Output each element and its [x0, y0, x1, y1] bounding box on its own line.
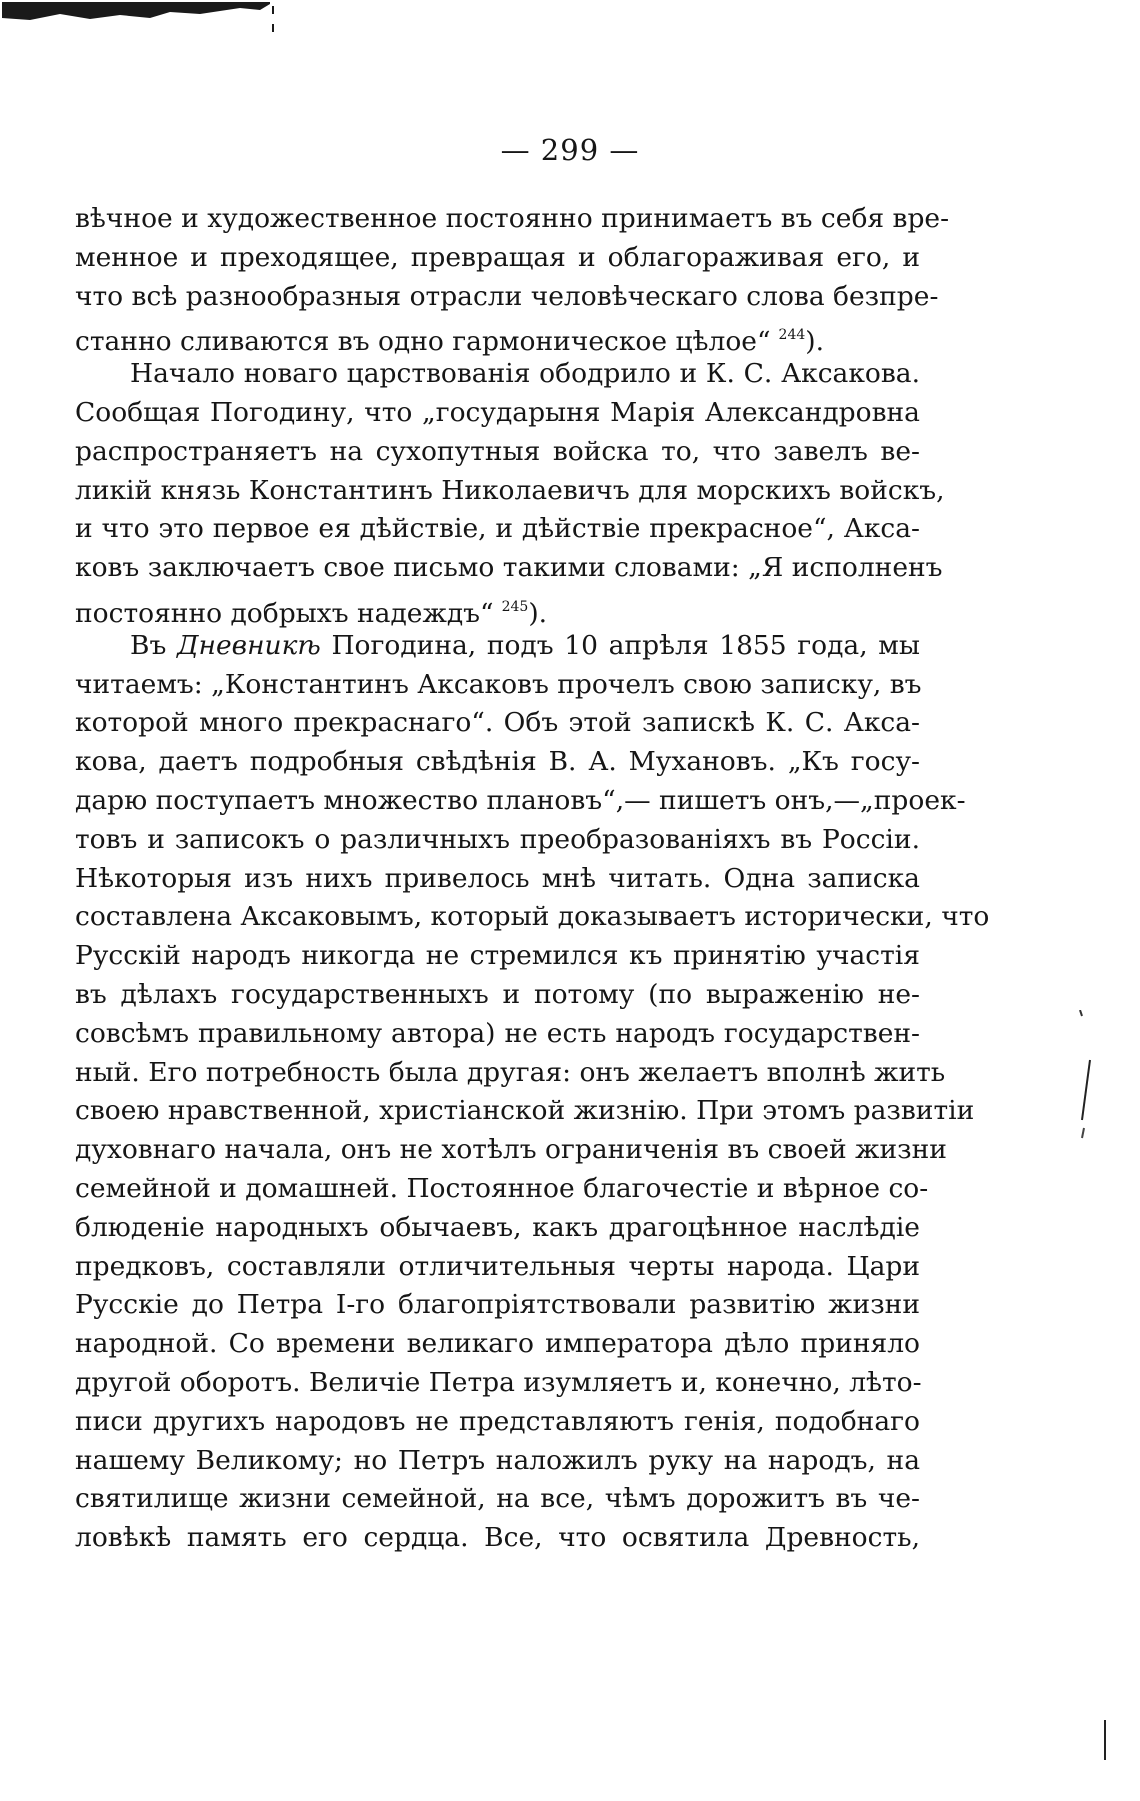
text-line: товъ и записокъ о различныхъ преобразованіяхъ въ Россіи.	[75, 823, 920, 855]
text-line: что всѣ разнообразныя отрасли человѣческаго слова безпре-	[75, 280, 939, 312]
paragraph-3	[75, 627, 990, 1558]
text-line-end: ).	[805, 326, 825, 358]
text-line: менное и преходящее, превращая и облагораживая его, и	[75, 241, 920, 273]
footnote-ref: 244	[778, 327, 806, 344]
text-line: ликій князь Константинъ Николаевичъ для морскихъ войскъ,	[75, 474, 945, 506]
page-number: — 299 —	[500, 133, 640, 167]
text-line: совсѣмъ правильному автора) не есть народъ государствен-	[75, 1017, 920, 1049]
text-line: ловѣкѣ память его сердца. Все, что освятила Древность,	[75, 1522, 920, 1554]
scan-mark-right	[1060, 1010, 1100, 1150]
text-line	[75, 588, 920, 627]
text-line	[75, 627, 920, 666]
text-line-rest: Погодина, подъ 10 апрѣля 1855 года, мы	[320, 629, 920, 661]
text-line: въ дѣлахъ государственныхъ и потому (по выраженію не-	[75, 978, 920, 1010]
text-line: дарю поступаетъ множество плановъ“,— пишетъ онъ,—„проек-	[75, 784, 966, 816]
text-line: народной. Со времени великаго императора дѣло приняло	[75, 1328, 920, 1360]
text-line: духовнаго начала, онъ не хотѣлъ ограниченія въ своей жизни	[75, 1134, 947, 1166]
text-line: ковъ заключаетъ свое письмо такими словами: „Я исполненъ	[75, 552, 943, 584]
text-line: Русскій народъ никогда не стремился къ принятію участія	[75, 940, 920, 972]
text-line: святилище жизни семейной, на все, чѣмъ дорожитъ въ че-	[75, 1483, 920, 1515]
text-line: распространяетъ на сухопутныя войска то, что завелъ ве-	[75, 435, 920, 467]
text-line: предковъ, составляли отличительныя черты народа. Цари	[75, 1250, 920, 1282]
text-line-main: станно сливаются въ одно гармоническое цѣлое“	[75, 326, 771, 358]
text-line-main: постоянно добрыхъ надеждъ“	[75, 597, 494, 629]
footnote-ref: 245	[501, 598, 529, 615]
text-line-end: ).	[528, 597, 548, 629]
text-line: составлена Аксаковымъ, который доказываетъ исторически, что	[75, 901, 990, 933]
text-line: Русскіе до Петра I-го благопріятствовали развитію жизни	[75, 1289, 920, 1321]
text-line: Сообщая Погодину, что „государыня Марія Александровна	[75, 396, 920, 428]
text-line: и что это первое ея дѣйствіе, и дѣйствіе прекрасное“, Акса-	[75, 513, 920, 545]
text-line: читаемъ: „Константинъ Аксаковъ прочелъ свою записку, въ	[75, 668, 922, 700]
text-line: ный. Его потребность была другая: онъ желаетъ вполнѣ жить	[75, 1056, 946, 1088]
scan-mark-bottom	[1100, 1720, 1110, 1780]
text-line: кова, даетъ подробныя свѣдѣнія В. А. Мухановъ. „Къ госу-	[75, 746, 920, 778]
text-line-start: Въ	[130, 629, 177, 661]
scan-smudge-top	[0, 0, 300, 40]
text-line: Начало новаго царствованія ободрило и К. С. Аксакова.	[130, 358, 920, 390]
text-line: своею нравственной, христіанской жизнію. При этомъ развитіи	[75, 1095, 975, 1127]
text-line: другой оборотъ. Величіе Петра изумляетъ и, конечно, лѣто-	[75, 1366, 922, 1398]
text-line: которой много прекраснаго“. Объ этой запискѣ К. С. Акса-	[75, 707, 920, 739]
text-line: семейной и домашней. Постоянное благочестіе и вѣрное со-	[75, 1172, 929, 1204]
text-line: вѣчное и художественное постоянно принимаетъ въ себя вре-	[75, 203, 950, 234]
text-line: блюденіе народныхъ обычаевъ, какъ драгоцѣнное наслѣдіе	[75, 1211, 920, 1243]
text-line: писи другихъ народовъ не представляютъ генія, подобнаго	[75, 1405, 920, 1437]
text-line	[75, 316, 920, 358]
paragraph-2	[75, 355, 945, 629]
paragraph-1	[75, 200, 950, 358]
italic-title: Дневникѣ	[176, 629, 321, 661]
text-line: нашему Великому; но Петръ наложилъ руку на народъ, на	[75, 1444, 920, 1476]
text-line: Нѣкоторыя изъ нихъ привелось мнѣ читать. Одна записка	[75, 862, 920, 894]
body-text	[75, 200, 990, 1558]
